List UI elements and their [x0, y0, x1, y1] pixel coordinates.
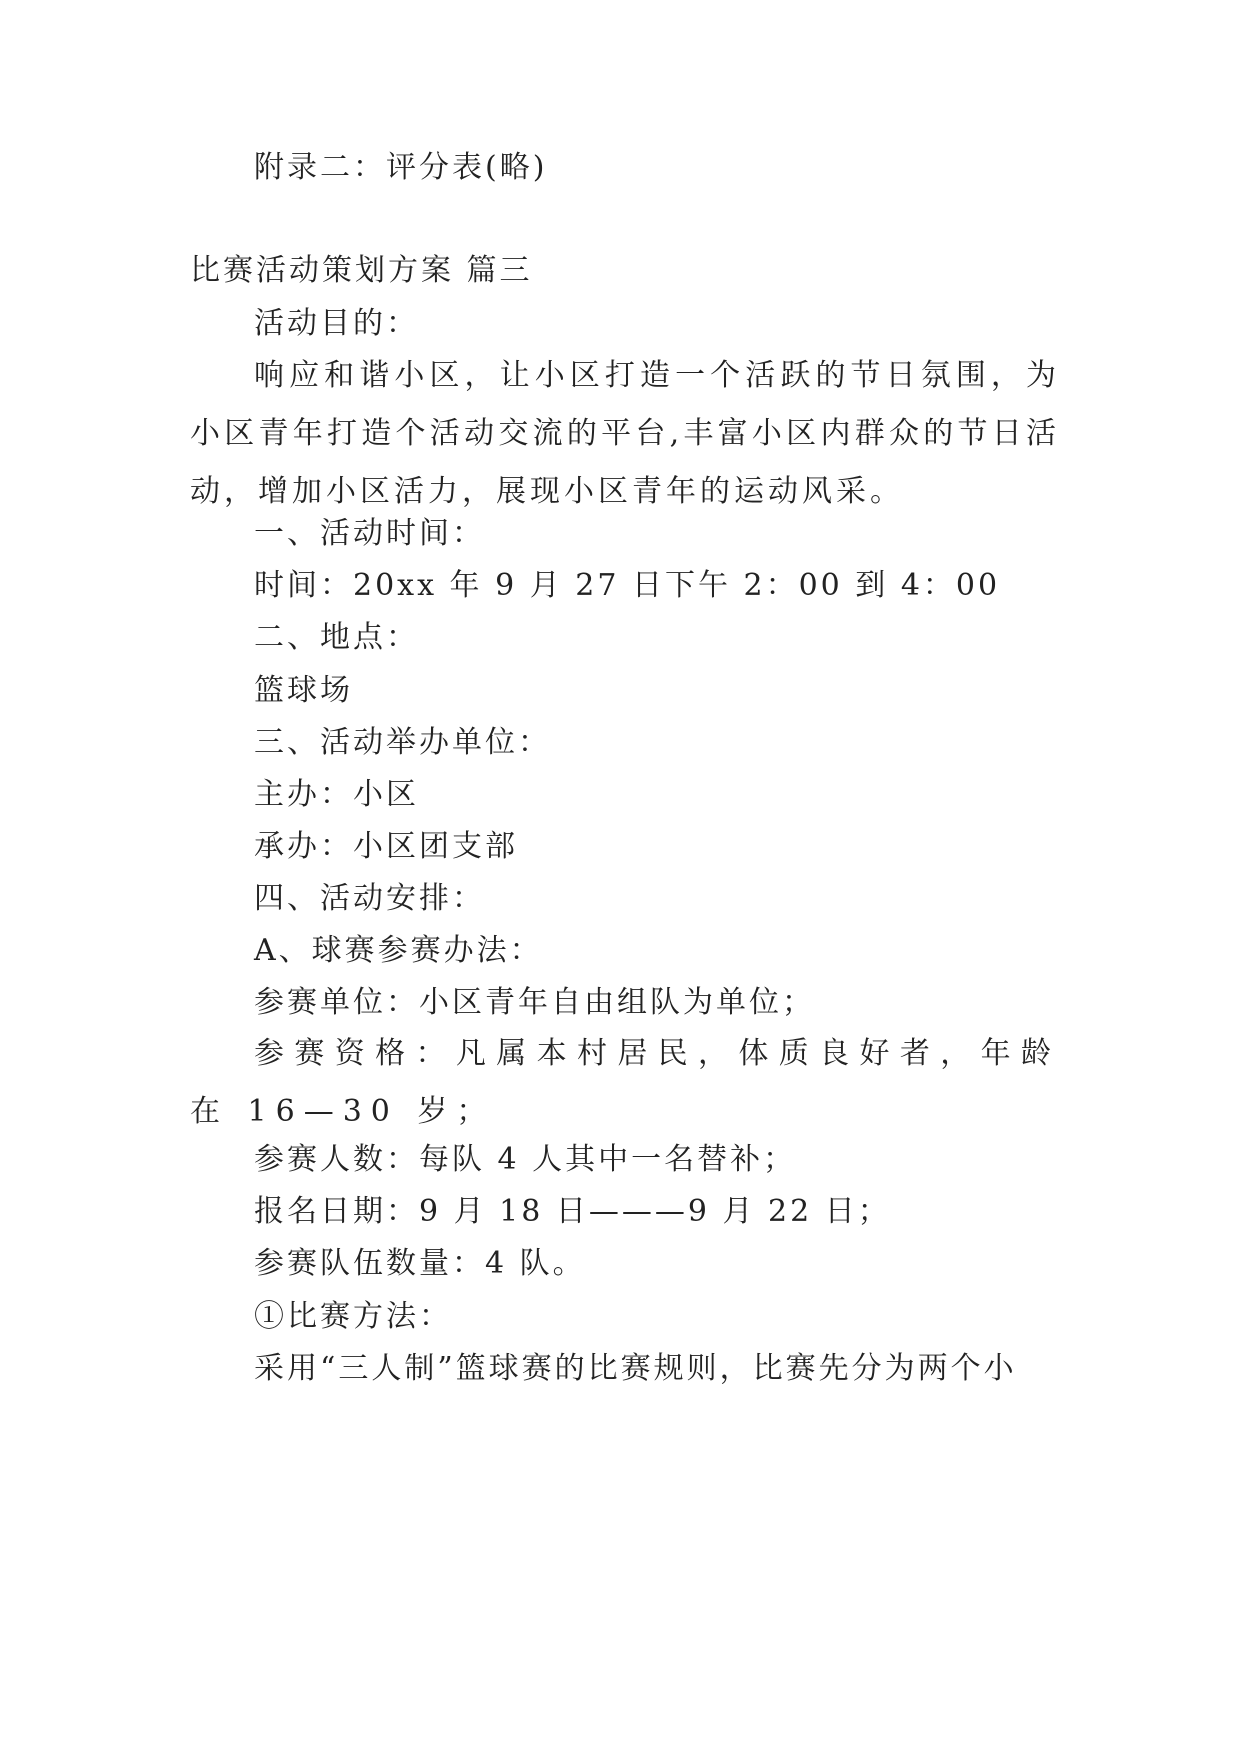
organizer-title: 三、活动举办单位： [254, 725, 551, 760]
method-title: ①比赛方法： [254, 1299, 452, 1334]
purpose-paragraph: 响应和谐小区，让小区打造一个活跃的节日氛围，为小区青年打造个活动交流的平台,丰富小区内群众的节日活动，增加小区活力，展现小区青年的运动风采。 [190, 358, 1060, 509]
place-text: 篮球场 [254, 673, 353, 708]
teams-text: 参赛队伍数量：4 队。 [254, 1246, 586, 1281]
section-heading: 比赛活动策划方案 篇三 [190, 253, 533, 288]
method-text: 采用“三人制”篮球赛的比赛规则，比赛先分为两个小 [254, 1351, 1017, 1386]
time-text: 时间：20xx 年 9 月 27 日下午 2：00 到 4：00 [254, 568, 1001, 603]
count-text: 参赛人数：每队 4 人其中一名替补； [254, 1142, 797, 1177]
rules-title: A、球赛参赛办法： [254, 933, 543, 968]
place-title: 二、地点： [254, 620, 419, 655]
time-title: 一、活动时间： [254, 516, 485, 551]
arrangement-title: 四、活动安排： [254, 881, 485, 916]
unit-text: 参赛单位：小区青年自由组队为单位； [254, 985, 815, 1020]
host-text: 主办：小区 [254, 777, 419, 812]
undertaker-text: 承办：小区团支部 [254, 829, 518, 864]
purpose-title: 活动目的： [254, 306, 419, 341]
appendix-line: 附录二：评分表(略) [254, 150, 548, 185]
signup-text: 报名日期：9 月 18 日———9 月 22 日； [254, 1194, 891, 1229]
qualification-paragraph: 参赛资格：凡属本村居民，体质良好者，年龄在 16—30 岁； [190, 1036, 1060, 1129]
